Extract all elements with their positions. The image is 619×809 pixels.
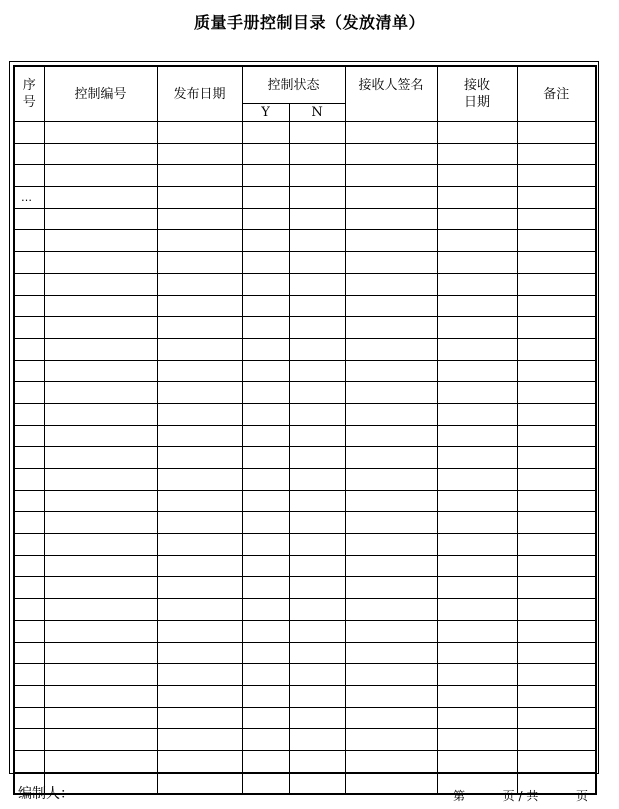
cell-receive-date[interactable] xyxy=(437,577,517,599)
table-row xyxy=(14,295,596,317)
cell-seq[interactable] xyxy=(14,620,44,642)
cell-status-n[interactable] xyxy=(289,165,345,187)
cell-control-no[interactable] xyxy=(44,403,157,425)
cell-status-n[interactable] xyxy=(289,512,345,534)
cell-issue-date[interactable] xyxy=(157,425,242,447)
cell-issue-date[interactable] xyxy=(157,577,242,599)
header-status-y: Y xyxy=(242,104,289,122)
table-row xyxy=(14,122,596,144)
cell-recipient-signature[interactable] xyxy=(345,534,437,556)
cell-control-no[interactable] xyxy=(44,620,157,642)
cell-seq[interactable] xyxy=(14,230,44,252)
cell-remarks[interactable] xyxy=(517,230,596,252)
cell-control-no[interactable] xyxy=(44,252,157,274)
cell-seq[interactable] xyxy=(14,490,44,512)
cell-control-no[interactable] xyxy=(44,447,157,469)
cell-status-n[interactable] xyxy=(289,664,345,686)
table-row xyxy=(14,469,596,491)
cell-control-no[interactable] xyxy=(44,338,157,360)
cell-recipient-signature[interactable] xyxy=(345,664,437,686)
cell-status-n[interactable] xyxy=(289,642,345,664)
cell-status-n[interactable] xyxy=(289,317,345,339)
cell-remarks[interactable] xyxy=(517,252,596,274)
cell-remarks[interactable] xyxy=(517,599,596,621)
cell-receive-date[interactable] xyxy=(437,143,517,165)
cell-remarks[interactable] xyxy=(517,642,596,664)
cell-issue-date[interactable] xyxy=(157,143,242,165)
table-row xyxy=(14,685,596,707)
cell-remarks[interactable] xyxy=(517,620,596,642)
cell-control-no[interactable] xyxy=(44,425,157,447)
page-indicator xyxy=(453,787,588,804)
cell-status-y[interactable] xyxy=(242,143,289,165)
header-receive-top: 接收 xyxy=(464,78,491,93)
cell-issue-date[interactable] xyxy=(157,599,242,621)
table-row xyxy=(14,707,596,729)
cell-remarks[interactable] xyxy=(517,382,596,404)
cell-status-n[interactable] xyxy=(289,750,345,772)
cell-seq[interactable] xyxy=(14,208,44,230)
cell-seq[interactable] xyxy=(14,729,44,751)
cell-recipient-signature[interactable] xyxy=(345,165,437,187)
cell-seq[interactable] xyxy=(14,534,44,556)
cell-status-y[interactable] xyxy=(242,317,289,339)
cell-status-n[interactable] xyxy=(289,729,345,751)
cell-status-y[interactable] xyxy=(242,750,289,772)
cell-recipient-signature[interactable] xyxy=(345,750,437,772)
cell-recipient-signature[interactable] xyxy=(345,685,437,707)
cell-status-n[interactable] xyxy=(289,273,345,295)
cell-recipient-signature[interactable] xyxy=(345,577,437,599)
cell-status-y[interactable] xyxy=(242,620,289,642)
cell-seq[interactable] xyxy=(14,295,44,317)
cell-receive-date[interactable] xyxy=(437,165,517,187)
cell-control-no[interactable] xyxy=(44,187,157,209)
cell-remarks[interactable] xyxy=(517,165,596,187)
cell-status-y[interactable] xyxy=(242,512,289,534)
cell-remarks[interactable] xyxy=(517,447,596,469)
cell-status-y[interactable] xyxy=(242,425,289,447)
cell-receive-date[interactable] xyxy=(437,382,517,404)
cell-remarks[interactable] xyxy=(517,338,596,360)
cell-issue-date[interactable] xyxy=(157,447,242,469)
cell-status-y[interactable] xyxy=(242,490,289,512)
cell-issue-date[interactable] xyxy=(157,360,242,382)
cell-recipient-signature[interactable] xyxy=(345,620,437,642)
table-row xyxy=(14,620,596,642)
cell-receive-date[interactable] xyxy=(437,685,517,707)
table-row xyxy=(14,317,596,339)
cell-issue-date[interactable] xyxy=(157,555,242,577)
cell-status-n[interactable] xyxy=(289,447,345,469)
cell-status-n[interactable] xyxy=(289,599,345,621)
cell-seq[interactable] xyxy=(14,750,44,772)
cell-seq[interactable] xyxy=(14,425,44,447)
cell-control-no[interactable] xyxy=(44,295,157,317)
table-row xyxy=(14,208,596,230)
cell-control-no[interactable] xyxy=(44,230,157,252)
cell-recipient-signature[interactable] xyxy=(345,469,437,491)
cell-receive-date[interactable] xyxy=(437,490,517,512)
cell-remarks[interactable] xyxy=(517,512,596,534)
cell-remarks[interactable] xyxy=(517,577,596,599)
cell-receive-date[interactable] xyxy=(437,469,517,491)
cell-recipient-signature[interactable] xyxy=(345,772,437,794)
table-row xyxy=(14,577,596,599)
cell-remarks[interactable] xyxy=(517,143,596,165)
cell-remarks[interactable] xyxy=(517,707,596,729)
cell-receive-date[interactable] xyxy=(437,122,517,144)
cell-remarks[interactable] xyxy=(517,187,596,209)
cell-issue-date[interactable] xyxy=(157,490,242,512)
header-receive-date xyxy=(437,66,517,122)
cell-control-no[interactable] xyxy=(44,382,157,404)
cell-recipient-signature[interactable] xyxy=(345,425,437,447)
cell-issue-date[interactable] xyxy=(157,620,242,642)
cell-recipient-signature[interactable] xyxy=(345,208,437,230)
header-seq-top: 序 xyxy=(22,78,36,93)
cell-remarks[interactable] xyxy=(517,685,596,707)
cell-receive-date[interactable] xyxy=(437,512,517,534)
cell-remarks[interactable] xyxy=(517,729,596,751)
page-end-label: 页 xyxy=(576,789,589,803)
cell-control-no[interactable] xyxy=(44,729,157,751)
cell-recipient-signature[interactable] xyxy=(345,403,437,425)
table-row xyxy=(14,165,596,187)
cell-seq[interactable] xyxy=(14,664,44,686)
cell-recipient-signature[interactable] xyxy=(345,317,437,339)
table-row xyxy=(14,490,596,512)
cell-status-y[interactable] xyxy=(242,729,289,751)
cell-remarks[interactable] xyxy=(517,403,596,425)
table-row xyxy=(14,512,596,534)
cell-control-no[interactable] xyxy=(44,534,157,556)
cell-seq[interactable] xyxy=(14,122,44,144)
page-mid-label: 页 / 共 xyxy=(502,789,539,803)
cell-seq[interactable] xyxy=(14,143,44,165)
cell-receive-date[interactable] xyxy=(437,252,517,274)
cell-status-y[interactable] xyxy=(242,252,289,274)
cell-remarks[interactable] xyxy=(517,469,596,491)
cell-seq[interactable] xyxy=(14,360,44,382)
cell-status-n[interactable] xyxy=(289,143,345,165)
prepared-by-label: 编制人： xyxy=(18,786,74,802)
cell-status-n[interactable] xyxy=(289,707,345,729)
table-row xyxy=(14,382,596,404)
table-row xyxy=(14,338,596,360)
cell-remarks[interactable] xyxy=(517,490,596,512)
cell-status-y[interactable] xyxy=(242,447,289,469)
cell-recipient-signature[interactable] xyxy=(345,707,437,729)
header-recipient-signature xyxy=(345,66,437,122)
cell-control-no[interactable] xyxy=(44,273,157,295)
cell-status-n[interactable] xyxy=(289,620,345,642)
header-issue-date: 发布日期 xyxy=(157,66,242,122)
cell-seq[interactable] xyxy=(14,252,44,274)
cell-seq[interactable] xyxy=(14,685,44,707)
cell-seq[interactable] xyxy=(14,403,44,425)
cell-status-n[interactable] xyxy=(289,685,345,707)
cell-issue-date[interactable] xyxy=(157,165,242,187)
cell-issue-date[interactable] xyxy=(157,382,242,404)
table-row xyxy=(14,642,596,664)
cell-control-no[interactable] xyxy=(44,490,157,512)
cell-status-y[interactable] xyxy=(242,599,289,621)
cell-issue-date[interactable] xyxy=(157,685,242,707)
cell-receive-date[interactable] xyxy=(437,273,517,295)
cell-remarks[interactable] xyxy=(517,360,596,382)
cell-status-n[interactable] xyxy=(289,577,345,599)
cell-issue-date[interactable] xyxy=(157,208,242,230)
cell-receive-date[interactable] xyxy=(437,642,517,664)
cell-receive-date[interactable] xyxy=(437,230,517,252)
cell-issue-date[interactable] xyxy=(157,469,242,491)
cell-recipient-signature[interactable] xyxy=(345,360,437,382)
cell-recipient-signature[interactable] xyxy=(345,382,437,404)
cell-control-no[interactable] xyxy=(44,750,157,772)
table-row xyxy=(14,230,596,252)
cell-status-y[interactable] xyxy=(242,360,289,382)
cell-recipient-signature[interactable] xyxy=(345,729,437,751)
cell-seq[interactable] xyxy=(14,707,44,729)
cell-control-no[interactable] xyxy=(44,469,157,491)
cell-receive-date[interactable] xyxy=(437,447,517,469)
cell-receive-date[interactable] xyxy=(437,295,517,317)
table-row xyxy=(14,360,596,382)
table-row xyxy=(14,664,596,686)
cell-status-y[interactable] xyxy=(242,664,289,686)
cell-status-n[interactable] xyxy=(289,252,345,274)
cell-status-n[interactable] xyxy=(289,490,345,512)
cell-receive-date[interactable] xyxy=(437,338,517,360)
cell-control-no[interactable] xyxy=(44,122,157,144)
cell-receive-date[interactable] xyxy=(437,317,517,339)
cell-recipient-signature[interactable] xyxy=(345,512,437,534)
cell-control-no[interactable] xyxy=(44,577,157,599)
cell-receive-date[interactable] xyxy=(437,750,517,772)
cell-receive-date[interactable] xyxy=(437,208,517,230)
cell-remarks[interactable] xyxy=(517,555,596,577)
cell-recipient-signature[interactable] xyxy=(345,490,437,512)
table-row xyxy=(14,252,596,274)
cell-status-n[interactable] xyxy=(289,425,345,447)
cell-recipient-signature[interactable] xyxy=(345,230,437,252)
cell-control-no[interactable] xyxy=(44,707,157,729)
cell-seq[interactable]: … xyxy=(14,187,44,209)
cell-receive-date[interactable] xyxy=(437,707,517,729)
header-receive-bottom: 日期 xyxy=(464,95,491,110)
cell-status-y[interactable] xyxy=(242,685,289,707)
cell-seq[interactable] xyxy=(14,382,44,404)
cell-recipient-signature[interactable] xyxy=(345,252,437,274)
table-row xyxy=(14,447,596,469)
cell-control-no[interactable] xyxy=(44,664,157,686)
cell-issue-date[interactable] xyxy=(157,252,242,274)
cell-seq[interactable] xyxy=(14,273,44,295)
cell-control-no[interactable] xyxy=(44,599,157,621)
cell-control-no[interactable] xyxy=(44,208,157,230)
cell-control-no[interactable] xyxy=(44,685,157,707)
table-row xyxy=(14,599,596,621)
cell-seq[interactable] xyxy=(14,165,44,187)
cell-status-y[interactable] xyxy=(242,295,289,317)
cell-receive-date[interactable] xyxy=(437,403,517,425)
cell-issue-date[interactable] xyxy=(157,122,242,144)
cell-receive-date[interactable] xyxy=(437,620,517,642)
cell-status-y[interactable] xyxy=(242,772,289,794)
document-title: 质量手册控制目录（发放清单） xyxy=(193,13,425,32)
cell-status-y[interactable] xyxy=(242,122,289,144)
cell-recipient-signature[interactable] xyxy=(345,599,437,621)
cell-recipient-signature[interactable] xyxy=(345,273,437,295)
cell-remarks[interactable] xyxy=(517,273,596,295)
cell-issue-date[interactable] xyxy=(157,295,242,317)
table-row xyxy=(14,425,596,447)
cell-control-no[interactable] xyxy=(44,165,157,187)
cell-recipient-signature[interactable] xyxy=(345,447,437,469)
cell-remarks[interactable] xyxy=(517,317,596,339)
header-row-1 xyxy=(14,66,596,104)
cell-seq[interactable] xyxy=(14,469,44,491)
cell-status-n[interactable] xyxy=(289,295,345,317)
cell-status-n[interactable] xyxy=(289,338,345,360)
cell-status-y[interactable] xyxy=(242,230,289,252)
cell-status-n[interactable] xyxy=(289,360,345,382)
cell-control-no[interactable] xyxy=(44,642,157,664)
cell-control-no[interactable] xyxy=(44,555,157,577)
cell-status-y[interactable] xyxy=(242,555,289,577)
cell-issue-date[interactable] xyxy=(157,230,242,252)
cell-status-n[interactable] xyxy=(289,187,345,209)
table-row xyxy=(14,729,596,751)
cell-receive-date[interactable] xyxy=(437,534,517,556)
table-body xyxy=(14,122,596,795)
header-recipient-signature-text: 接收人签名 xyxy=(358,78,424,93)
cell-issue-date[interactable] xyxy=(157,664,242,686)
header-seq xyxy=(14,66,44,122)
cell-seq[interactable] xyxy=(14,512,44,534)
cell-status-y[interactable] xyxy=(242,165,289,187)
cell-receive-date[interactable] xyxy=(437,664,517,686)
cell-seq[interactable] xyxy=(14,447,44,469)
table-row xyxy=(14,555,596,577)
cell-seq[interactable] xyxy=(14,555,44,577)
cell-receive-date[interactable] xyxy=(437,187,517,209)
cell-issue-date[interactable] xyxy=(157,187,242,209)
cell-seq[interactable] xyxy=(14,338,44,360)
cell-recipient-signature[interactable] xyxy=(345,555,437,577)
cell-seq[interactable] xyxy=(14,599,44,621)
cell-issue-date[interactable] xyxy=(157,729,242,751)
cell-status-y[interactable] xyxy=(242,273,289,295)
cell-status-n[interactable] xyxy=(289,772,345,794)
cell-status-y[interactable] xyxy=(242,642,289,664)
cell-control-no[interactable] xyxy=(44,317,157,339)
cell-receive-date[interactable] xyxy=(437,425,517,447)
distribution-table xyxy=(13,65,597,795)
cell-issue-date[interactable] xyxy=(157,534,242,556)
header-seq-bottom: 号 xyxy=(22,95,36,110)
cell-status-n[interactable] xyxy=(289,230,345,252)
cell-issue-date[interactable] xyxy=(157,512,242,534)
cell-recipient-signature[interactable] xyxy=(345,122,437,144)
cell-remarks[interactable] xyxy=(517,425,596,447)
cell-receive-date[interactable] xyxy=(437,360,517,382)
cell-status-n[interactable] xyxy=(289,403,345,425)
cell-seq[interactable] xyxy=(14,317,44,339)
cell-recipient-signature[interactable] xyxy=(345,143,437,165)
cell-recipient-signature[interactable] xyxy=(345,295,437,317)
cell-status-y[interactable] xyxy=(242,187,289,209)
cell-status-y[interactable] xyxy=(242,403,289,425)
cell-issue-date[interactable] xyxy=(157,642,242,664)
header-status-n: N xyxy=(289,104,345,122)
table-row xyxy=(14,750,596,772)
cell-status-y[interactable] xyxy=(242,534,289,556)
cell-remarks[interactable] xyxy=(517,122,596,144)
cell-issue-date[interactable] xyxy=(157,772,242,794)
cell-issue-date[interactable] xyxy=(157,317,242,339)
cell-remarks[interactable] xyxy=(517,295,596,317)
cell-status-n[interactable] xyxy=(289,534,345,556)
cell-status-n[interactable] xyxy=(289,469,345,491)
table-row xyxy=(14,187,596,209)
cell-remarks[interactable] xyxy=(517,750,596,772)
table-row xyxy=(14,273,596,295)
cell-recipient-signature[interactable] xyxy=(345,187,437,209)
table-row xyxy=(14,143,596,165)
table-row xyxy=(14,534,596,556)
cell-status-y[interactable] xyxy=(242,707,289,729)
cell-status-n[interactable] xyxy=(289,382,345,404)
cell-issue-date[interactable] xyxy=(157,273,242,295)
cell-recipient-signature[interactable] xyxy=(345,642,437,664)
cell-issue-date[interactable] xyxy=(157,750,242,772)
cell-seq[interactable] xyxy=(14,577,44,599)
page-label: 第 xyxy=(453,789,466,803)
cell-status-n[interactable] xyxy=(289,208,345,230)
cell-remarks[interactable] xyxy=(517,208,596,230)
cell-status-y[interactable] xyxy=(242,208,289,230)
header-remarks: 备注 xyxy=(517,66,596,122)
cell-status-y[interactable] xyxy=(242,577,289,599)
cell-status-n[interactable] xyxy=(289,555,345,577)
cell-control-no[interactable] xyxy=(44,512,157,534)
cell-receive-date[interactable] xyxy=(437,729,517,751)
cell-issue-date[interactable] xyxy=(157,707,242,729)
cell-receive-date[interactable] xyxy=(437,599,517,621)
cell-status-y[interactable] xyxy=(242,338,289,360)
cell-control-no[interactable] xyxy=(44,360,157,382)
cell-recipient-signature[interactable] xyxy=(345,338,437,360)
table-row xyxy=(14,403,596,425)
cell-control-no[interactable] xyxy=(44,143,157,165)
cell-remarks[interactable] xyxy=(517,664,596,686)
cell-status-y[interactable] xyxy=(242,469,289,491)
cell-seq[interactable] xyxy=(14,642,44,664)
cell-receive-date[interactable] xyxy=(437,555,517,577)
cell-status-n[interactable] xyxy=(289,122,345,144)
cell-issue-date[interactable] xyxy=(157,338,242,360)
header-control-no: 控制编号 xyxy=(44,66,157,122)
header-control-status: 控制状态 xyxy=(242,66,345,104)
cell-remarks[interactable] xyxy=(517,534,596,556)
cell-status-y[interactable] xyxy=(242,382,289,404)
cell-issue-date[interactable] xyxy=(157,403,242,425)
